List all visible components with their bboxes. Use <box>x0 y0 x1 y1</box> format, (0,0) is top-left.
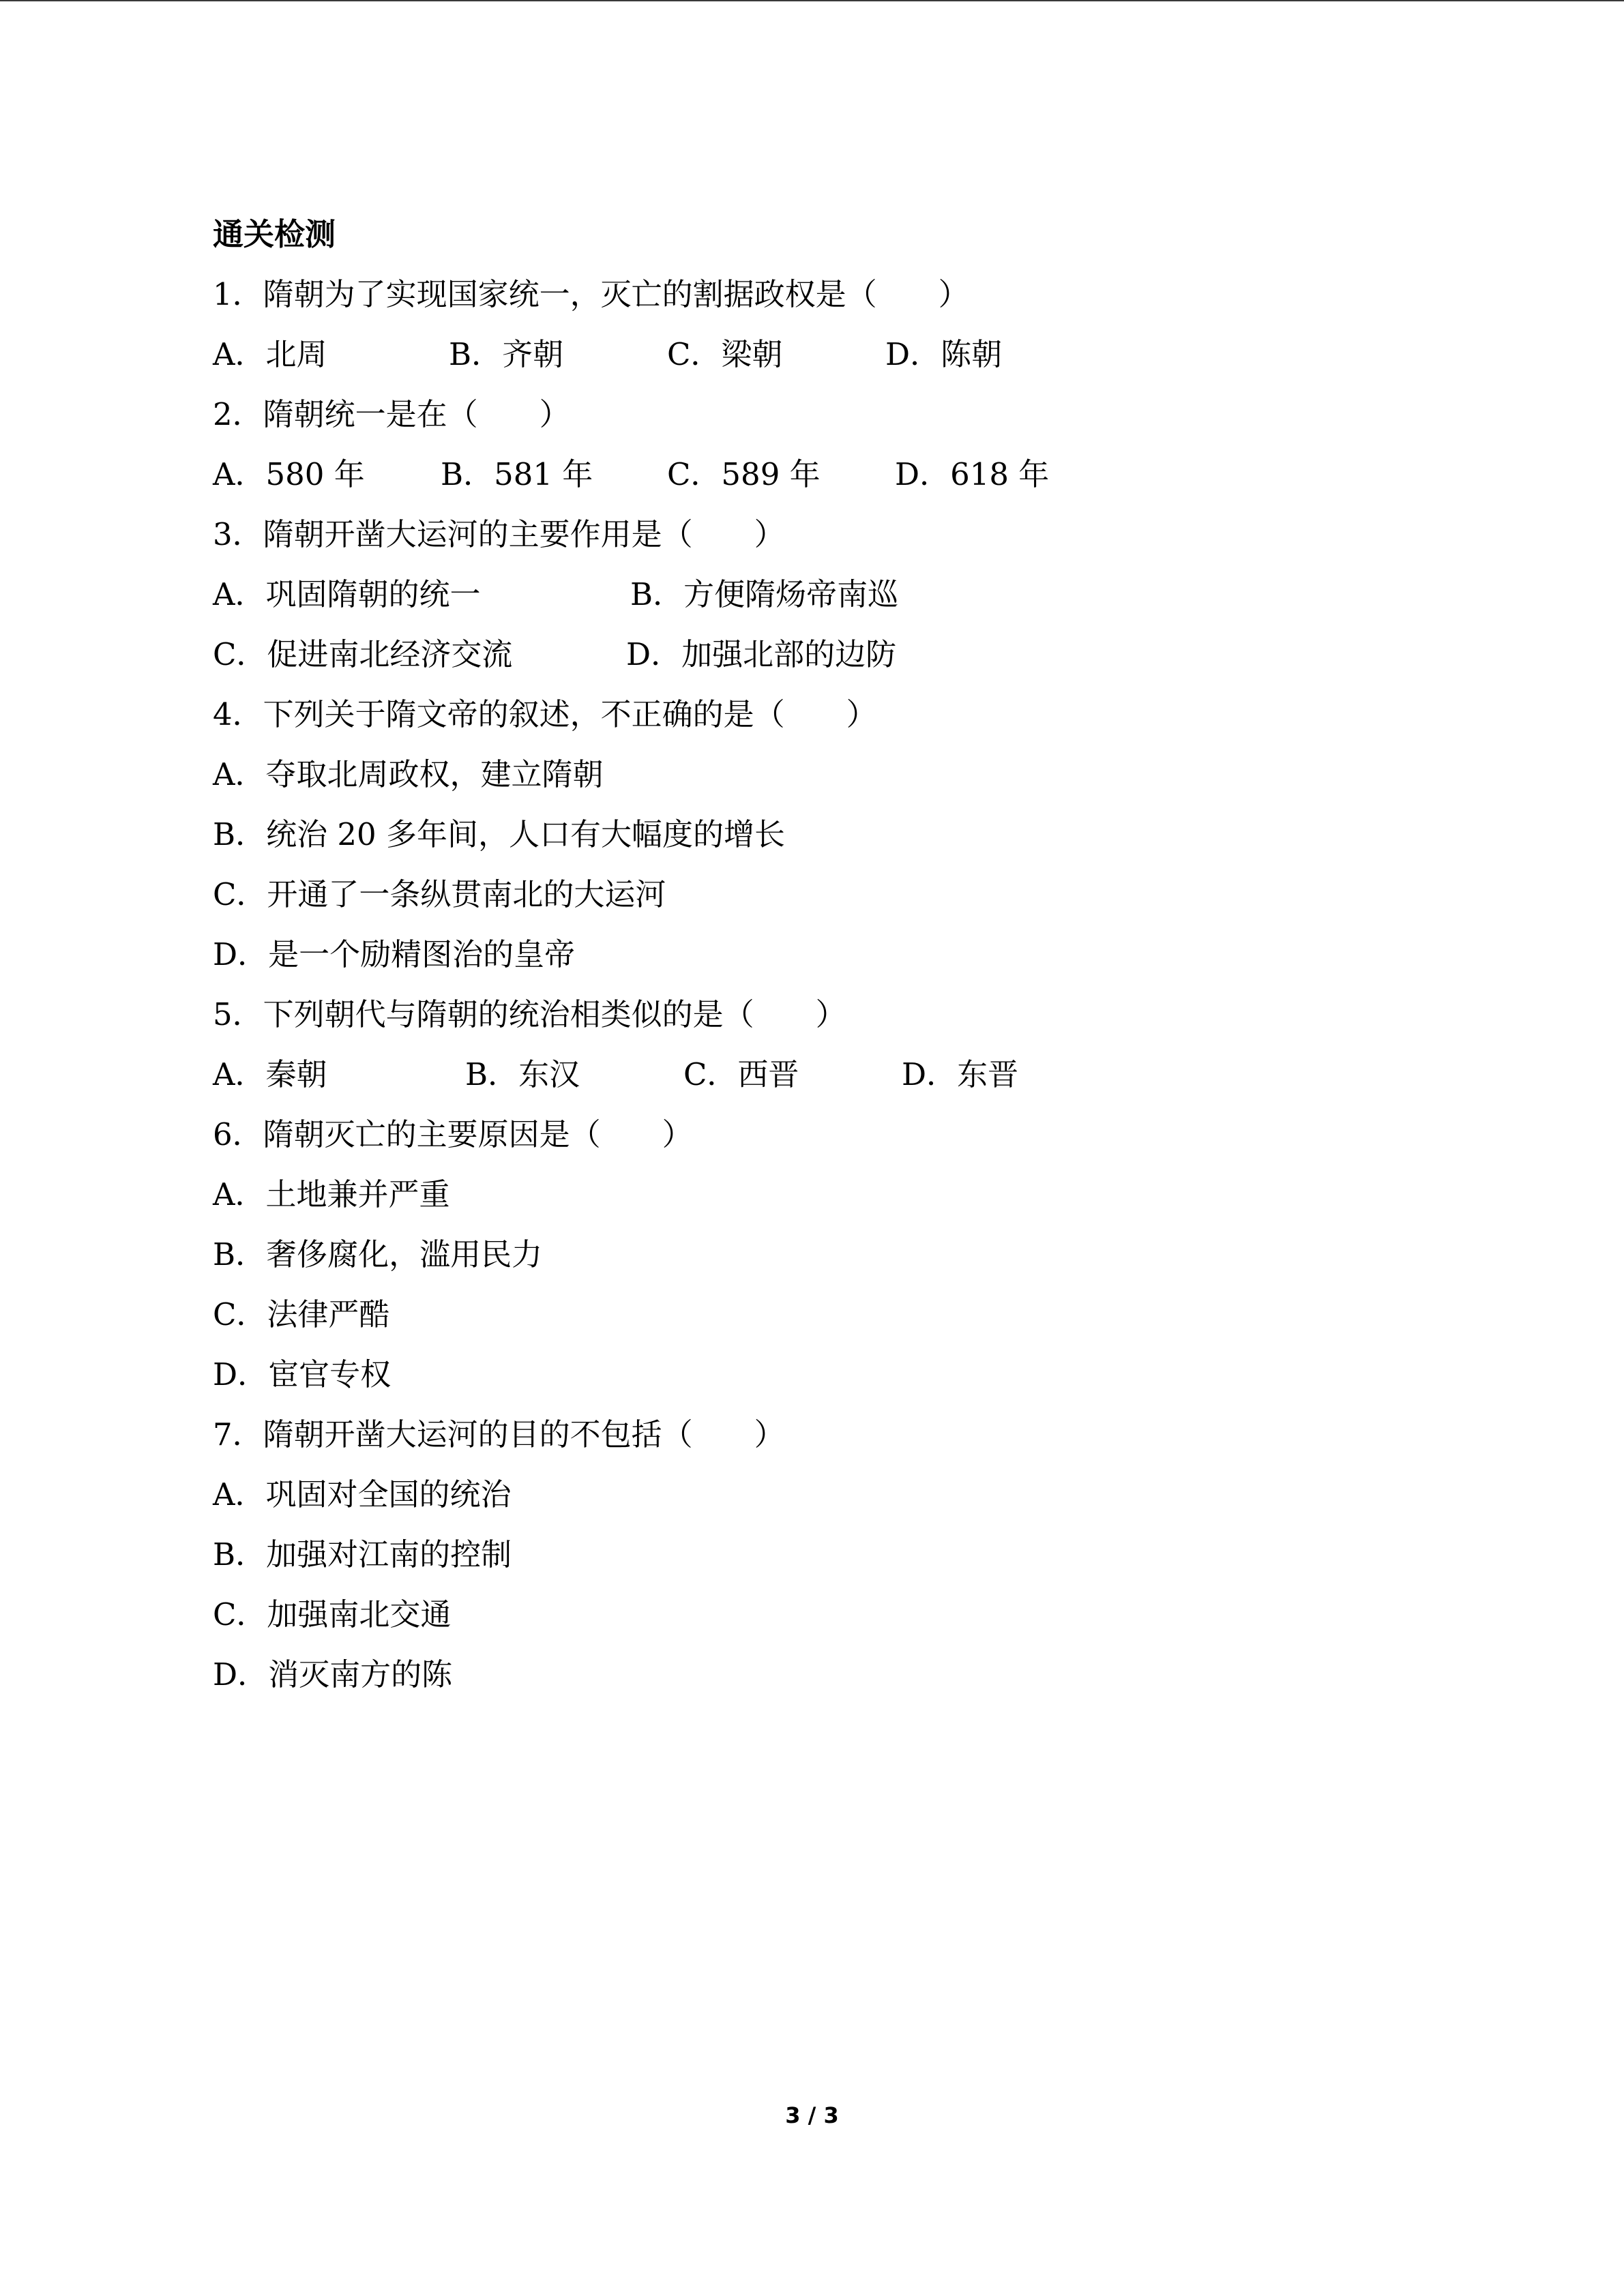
question-6-option-c: C．法律严酷 <box>213 1296 390 1332</box>
question-1-option-a: A．北周 <box>213 336 327 372</box>
question-5-stem: 5．下列朝代与隋朝的统治相类似的是（ ） <box>213 996 846 1032</box>
question-6-option-b: B．奢侈腐化，滥用民力 <box>213 1236 543 1272</box>
question-5-option-b: B．东汉 <box>465 1056 580 1092</box>
question-5-option-d: D．东晋 <box>902 1056 1019 1092</box>
section-title: 通关检测 <box>213 216 336 252</box>
question-5-options <box>213 1045 1441 1105</box>
question-1-option-c: C．梁朝 <box>667 336 783 372</box>
question-1-option-b: B．齐朝 <box>449 336 564 372</box>
question-1-option-d: D．陈朝 <box>885 336 1003 372</box>
question-2-option-a: A．580 年 <box>213 456 365 492</box>
question-6-stem: 6．隋朝灭亡的主要原因是（ ） <box>213 1116 693 1152</box>
question-5-option-a: A．秦朝 <box>213 1056 327 1092</box>
question-3-option-a: A．巩固隋朝的统一 <box>213 576 481 612</box>
question-2-option-d: D．618 年 <box>895 456 1050 492</box>
question-7-option-d: D．消灭南方的陈 <box>213 1656 453 1693</box>
question-6-option-d: D．宦官专权 <box>213 1356 392 1392</box>
question-1-options <box>213 325 1441 385</box>
question-4-option-c: C．开通了一条纵贯南北的大运河 <box>213 876 666 912</box>
question-2-options <box>213 445 1441 505</box>
page-number: 3 / 3 <box>785 2102 839 2128</box>
question-3-option-d: D．加强北部的边防 <box>626 636 897 672</box>
question-2-stem: 2．隋朝统一是在（ ） <box>213 396 570 432</box>
question-2-option-c: C．589 年 <box>667 456 821 492</box>
question-7-stem: 7．隋朝开凿大运河的目的不包括（ ） <box>213 1416 785 1452</box>
top-border-line <box>0 0 1624 1</box>
question-3-option-b: B．方便隋炀帝南巡 <box>630 576 899 612</box>
question-4-option-b: B．统治 20 多年间，人口有大幅度的增长 <box>213 816 785 852</box>
question-3-options-row-2 <box>213 625 1441 685</box>
question-7-option-c: C．加强南北交通 <box>213 1596 452 1632</box>
question-4-option-d: D．是一个励精图治的皇帝 <box>213 936 576 972</box>
question-7-option-b: B．加强对江南的控制 <box>213 1536 512 1572</box>
question-4-option-a: A．夺取北周政权，建立隋朝 <box>213 756 604 792</box>
question-1-stem: 1．隋朝为了实现国家统一，灭亡的割据政权是（ ） <box>213 276 969 312</box>
question-2-option-b: B．581 年 <box>441 456 593 492</box>
question-4-stem: 4．下列关于隋文帝的叙述，不正确的是（ ） <box>213 696 877 732</box>
question-6-option-a: A．土地兼并严重 <box>213 1176 450 1212</box>
question-3-stem: 3．隋朝开凿大运河的主要作用是（ ） <box>213 516 785 552</box>
exercise-section <box>213 205 1441 1705</box>
question-3-option-c: C．促进南北经济交流 <box>213 636 513 672</box>
question-7-option-a: A．巩固对全国的统治 <box>213 1476 512 1512</box>
question-3-options-row-1 <box>213 565 1441 625</box>
question-5-option-c: C．西晋 <box>683 1056 799 1092</box>
